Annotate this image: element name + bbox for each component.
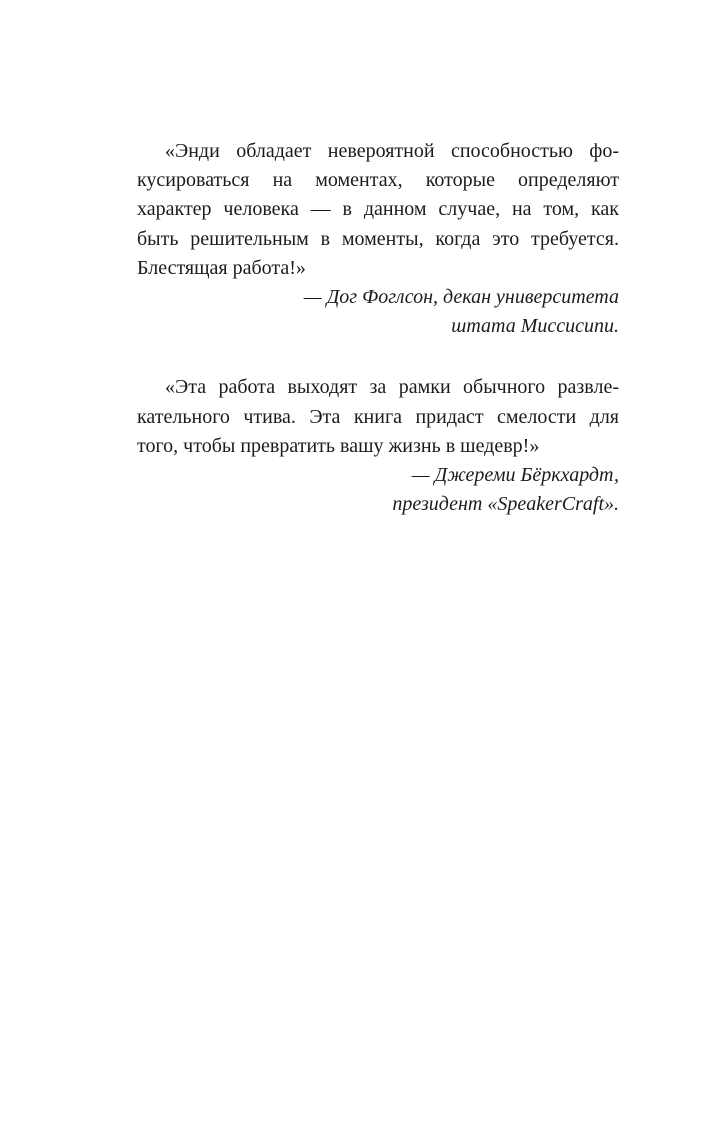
attribution-line: — Джереми Бёркхардт,: [411, 464, 619, 487]
testimonial-quote: [137, 137, 619, 283]
attribution-line: — Дог Фоглсон, декан университета: [303, 286, 619, 309]
block-spacer: [137, 341, 619, 373]
attribution-line: президент «SpeakerCraft».: [392, 493, 619, 516]
quote-line: того, чтобы превратить вашу жизнь в шедевр!»: [137, 434, 540, 457]
quote-line: характер человека — в данном случае, на том, как: [137, 198, 619, 221]
testimonial-1: [137, 137, 619, 341]
testimonial-2: [137, 373, 619, 519]
quote-line: «Энди обладает невероятной способностью фо-: [165, 140, 619, 162]
testimonial-quote: [137, 373, 619, 461]
quote-line: быть решительным в моменты, когда это требуется.: [137, 227, 619, 250]
quote-line: Блестящая работа!»: [137, 256, 306, 279]
page-content: [137, 137, 619, 519]
quote-line: «Эта работа выходят за рамки обычного развле-: [165, 376, 619, 399]
quote-line: кательного чтива. Эта книга придаст смелости для: [137, 405, 619, 428]
attribution-line: штата Миссисипи.: [451, 315, 619, 338]
testimonial-attribution: [137, 283, 619, 341]
quote-line: кусироваться на моментах, которые определяют: [137, 169, 619, 192]
testimonial-attribution: [137, 461, 619, 519]
